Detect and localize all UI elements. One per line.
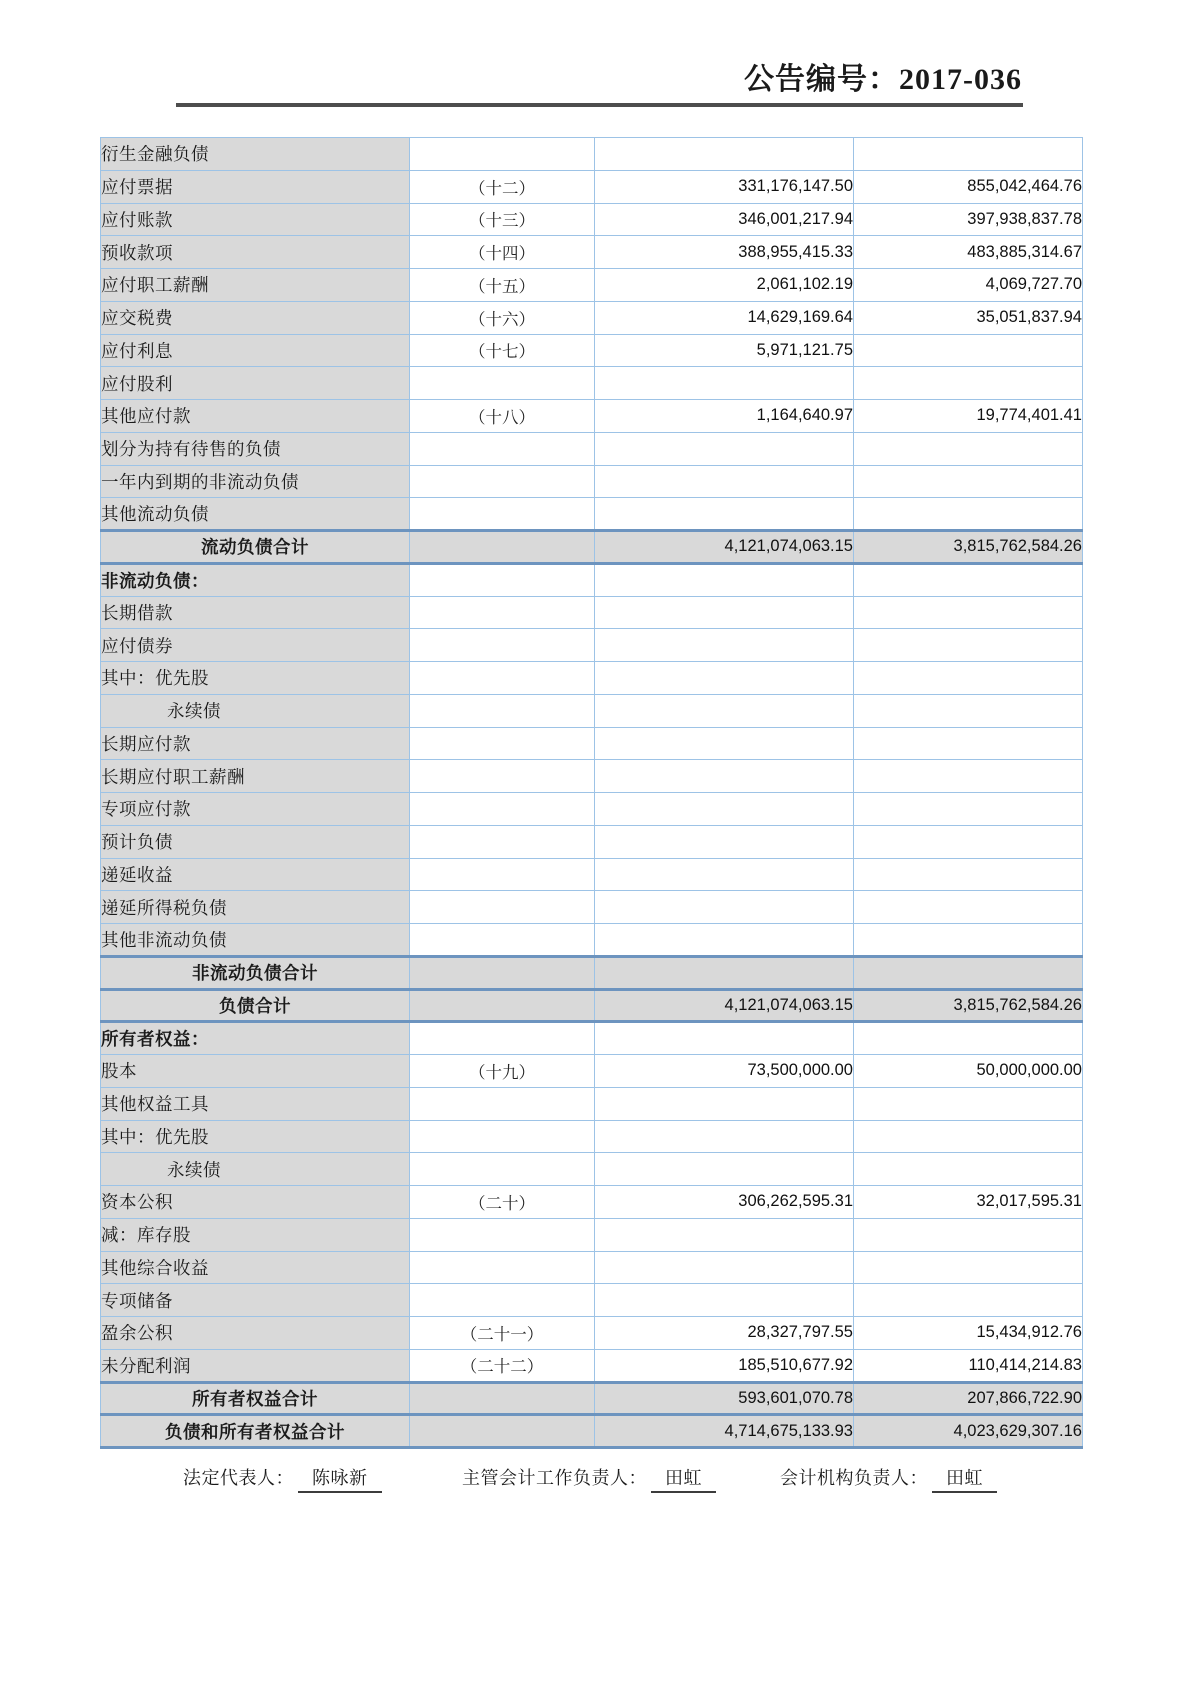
announcement-number: 公告编号：2017-036 (744, 63, 1022, 96)
row-label: 长期应付款 (101, 727, 410, 760)
row-amount-current: 14,629,169.64 (595, 301, 854, 334)
table-row (101, 465, 1083, 498)
table-row (101, 891, 1083, 924)
row-note (410, 1415, 595, 1448)
row-amount-previous (854, 563, 1083, 596)
row-amount-current: 4,121,074,063.15 (595, 531, 854, 564)
row-amount-current (595, 924, 854, 957)
row-amount-previous: 3,815,762,584.26 (854, 989, 1083, 1022)
row-amount-current (595, 1218, 854, 1251)
row-amount-previous: 110,414,214.83 (854, 1349, 1083, 1382)
row-note (410, 498, 595, 531)
row-amount-current (595, 432, 854, 465)
table-row (101, 858, 1083, 891)
row-label: 长期应付职工薪酬 (101, 760, 410, 793)
row-amount-current (595, 727, 854, 760)
row-label: 资本公积 (101, 1186, 410, 1219)
row-amount-previous: 4,023,629,307.16 (854, 1415, 1083, 1448)
row-amount-previous: 35,051,837.94 (854, 301, 1083, 334)
row-amount-previous (854, 432, 1083, 465)
signature-legal-representative (183, 1464, 382, 1493)
row-note (410, 1284, 595, 1317)
signature-row (0, 1464, 1200, 1504)
row-amount-current: 185,510,677.92 (595, 1349, 854, 1382)
row-note (410, 531, 595, 564)
balance-sheet-body (101, 138, 1083, 1448)
table-row (101, 563, 1083, 596)
row-amount-current (595, 891, 854, 924)
row-label: 其他综合收益 (101, 1251, 410, 1284)
row-amount-current (595, 563, 854, 596)
signature-label: 会计机构负责人： (780, 1468, 928, 1488)
table-row (101, 662, 1083, 695)
row-amount-current: 4,121,074,063.15 (595, 989, 854, 1022)
row-amount-previous (854, 465, 1083, 498)
row-amount-previous: 855,042,464.76 (854, 170, 1083, 203)
row-label: 非流动负债合计 (101, 956, 410, 989)
table-row (101, 989, 1083, 1022)
row-amount-current (595, 662, 854, 695)
row-label: 应付票据 (101, 170, 410, 203)
row-amount-current (595, 596, 854, 629)
row-amount-previous: 32,017,595.31 (854, 1186, 1083, 1219)
row-amount-current (595, 760, 854, 793)
row-note: （二十二） (410, 1349, 595, 1382)
row-amount-previous (854, 1087, 1083, 1120)
row-label: 专项应付款 (101, 793, 410, 826)
row-label: 预计负债 (101, 825, 410, 858)
row-label: 应付利息 (101, 334, 410, 367)
table-row (101, 301, 1083, 334)
row-amount-previous: 15,434,912.76 (854, 1317, 1083, 1350)
table-row (101, 269, 1083, 302)
row-note (410, 825, 595, 858)
row-amount-previous (854, 138, 1083, 171)
row-amount-previous (854, 924, 1083, 957)
row-amount-current (595, 1087, 854, 1120)
row-note: （十九） (410, 1055, 595, 1088)
row-label: 其中：优先股 (101, 662, 410, 695)
table-row (101, 432, 1083, 465)
row-label: 非流动负债： (101, 563, 410, 596)
row-label: 应付账款 (101, 203, 410, 236)
row-note (410, 1120, 595, 1153)
row-amount-previous (854, 1251, 1083, 1284)
row-amount-previous (854, 1218, 1083, 1251)
row-amount-current (595, 1153, 854, 1186)
row-amount-previous (854, 1120, 1083, 1153)
row-amount-previous (854, 1153, 1083, 1186)
row-note (410, 760, 595, 793)
row-label: 股本 (101, 1055, 410, 1088)
row-note: （十四） (410, 236, 595, 269)
row-label: 未分配利润 (101, 1349, 410, 1382)
row-amount-previous (854, 334, 1083, 367)
row-label: 一年内到期的非流动负债 (101, 465, 410, 498)
table-row (101, 596, 1083, 629)
row-amount-previous (854, 694, 1083, 727)
row-amount-previous (854, 793, 1083, 826)
row-label: 流动负债合计 (101, 531, 410, 564)
row-note (410, 1218, 595, 1251)
row-note (410, 1251, 595, 1284)
row-amount-previous: 207,866,722.90 (854, 1382, 1083, 1415)
signature-label: 法定代表人： (183, 1468, 294, 1488)
table-row (101, 727, 1083, 760)
row-label: 负债合计 (101, 989, 410, 1022)
row-label: 其中：优先股 (101, 1120, 410, 1153)
table-row (101, 1087, 1083, 1120)
table-row (101, 1120, 1083, 1153)
row-note (410, 138, 595, 171)
row-label: 长期借款 (101, 596, 410, 629)
row-amount-previous (854, 629, 1083, 662)
row-label: 应付股利 (101, 367, 410, 400)
row-note (410, 727, 595, 760)
row-label: 所有者权益： (101, 1022, 410, 1055)
row-amount-current: 388,955,415.33 (595, 236, 854, 269)
row-note (410, 793, 595, 826)
row-label: 应付职工薪酬 (101, 269, 410, 302)
row-amount-current (595, 858, 854, 891)
row-note: （二十） (410, 1186, 595, 1219)
row-label: 应付债券 (101, 629, 410, 662)
table-row (101, 367, 1083, 400)
row-amount-previous (854, 596, 1083, 629)
row-label: 盈余公积 (101, 1317, 410, 1350)
signature-name: 田虹 (651, 1464, 716, 1493)
row-note (410, 891, 595, 924)
row-label: 递延所得税负债 (101, 891, 410, 924)
table-row (101, 793, 1083, 826)
table-row (101, 236, 1083, 269)
row-label: 衍生金融负债 (101, 138, 410, 171)
row-label: 预收款项 (101, 236, 410, 269)
row-amount-previous (854, 956, 1083, 989)
row-amount-previous (854, 1022, 1083, 1055)
row-note: （十三） (410, 203, 595, 236)
row-label: 其他权益工具 (101, 1087, 410, 1120)
row-amount-previous: 19,774,401.41 (854, 400, 1083, 433)
table-row (101, 531, 1083, 564)
row-note (410, 1022, 595, 1055)
row-amount-previous (854, 1284, 1083, 1317)
row-amount-current: 5,971,121.75 (595, 334, 854, 367)
row-note: （十八） (410, 400, 595, 433)
table-row (101, 1317, 1083, 1350)
row-note: （十二） (410, 170, 595, 203)
row-note (410, 694, 595, 727)
row-note (410, 989, 595, 1022)
row-amount-current (595, 793, 854, 826)
signature-chief-accountant (462, 1464, 716, 1493)
table-row (101, 1055, 1083, 1088)
table-row (101, 334, 1083, 367)
row-amount-current: 331,176,147.50 (595, 170, 854, 203)
row-label: 负债和所有者权益合计 (101, 1415, 410, 1448)
row-amount-current: 346,001,217.94 (595, 203, 854, 236)
signature-accounting-department-head (780, 1464, 997, 1493)
row-note (410, 432, 595, 465)
balance-sheet-table (100, 137, 1083, 1449)
row-amount-previous (854, 727, 1083, 760)
table-row (101, 1251, 1083, 1284)
row-note (410, 629, 595, 662)
row-label: 递延收益 (101, 858, 410, 891)
row-note (410, 956, 595, 989)
row-amount-current (595, 498, 854, 531)
row-label: 划分为持有待售的负债 (101, 432, 410, 465)
table-row (101, 1382, 1083, 1415)
table-row (101, 694, 1083, 727)
row-note (410, 858, 595, 891)
row-amount-current (595, 465, 854, 498)
row-amount-previous: 3,815,762,584.26 (854, 531, 1083, 564)
row-amount-previous (854, 825, 1083, 858)
row-amount-current: 4,714,675,133.93 (595, 1415, 854, 1448)
row-label: 减：库存股 (101, 1218, 410, 1251)
row-label: 永续债 (101, 1153, 410, 1186)
row-amount-current: 306,262,595.31 (595, 1186, 854, 1219)
row-amount-current (595, 629, 854, 662)
row-amount-previous (854, 891, 1083, 924)
table-row (101, 760, 1083, 793)
table-row (101, 629, 1083, 662)
row-note (410, 662, 595, 695)
table-row (101, 498, 1083, 531)
row-note: （二十一） (410, 1317, 595, 1350)
row-amount-previous (854, 662, 1083, 695)
row-amount-previous: 483,885,314.67 (854, 236, 1083, 269)
table-row (101, 924, 1083, 957)
table-row (101, 1349, 1083, 1382)
row-amount-current (595, 694, 854, 727)
row-amount-current (595, 1251, 854, 1284)
table-row (101, 400, 1083, 433)
table-row (101, 1022, 1083, 1055)
row-note: （十七） (410, 334, 595, 367)
row-label: 其他流动负债 (101, 498, 410, 531)
row-note: （十六） (410, 301, 595, 334)
table-row (101, 1153, 1083, 1186)
row-label: 其他应付款 (101, 400, 410, 433)
row-label: 永续债 (101, 694, 410, 727)
row-amount-current (595, 1120, 854, 1153)
table-row (101, 1284, 1083, 1317)
header-rule (176, 103, 1023, 107)
signature-label: 主管会计工作负责人： (462, 1468, 647, 1488)
row-note (410, 596, 595, 629)
table-row (101, 956, 1083, 989)
row-amount-current: 28,327,797.55 (595, 1317, 854, 1350)
table-row (101, 138, 1083, 171)
row-amount-previous: 4,069,727.70 (854, 269, 1083, 302)
row-amount-previous (854, 498, 1083, 531)
row-amount-current (595, 138, 854, 171)
row-amount-current: 2,061,102.19 (595, 269, 854, 302)
row-amount-previous: 397,938,837.78 (854, 203, 1083, 236)
row-amount-current (595, 956, 854, 989)
row-amount-current: 73,500,000.00 (595, 1055, 854, 1088)
table-row (101, 170, 1083, 203)
row-amount-previous (854, 858, 1083, 891)
table-row (101, 203, 1083, 236)
row-amount-current (595, 1022, 854, 1055)
row-note: （十五） (410, 269, 595, 302)
row-amount-current (595, 825, 854, 858)
row-amount-current: 1,164,640.97 (595, 400, 854, 433)
row-note (410, 1087, 595, 1120)
row-amount-previous (854, 760, 1083, 793)
row-label: 所有者权益合计 (101, 1382, 410, 1415)
row-amount-previous (854, 367, 1083, 400)
signature-name: 田虹 (932, 1464, 997, 1493)
table-row (101, 1415, 1083, 1448)
row-note (410, 1382, 595, 1415)
row-note (410, 563, 595, 596)
row-amount-current (595, 1284, 854, 1317)
table-row (101, 1186, 1083, 1219)
signature-name: 陈咏新 (298, 1464, 382, 1493)
row-note (410, 367, 595, 400)
row-label: 其他非流动负债 (101, 924, 410, 957)
row-note (410, 465, 595, 498)
row-amount-current: 593,601,070.78 (595, 1382, 854, 1415)
row-label: 应交税费 (101, 301, 410, 334)
row-note (410, 924, 595, 957)
row-amount-current (595, 367, 854, 400)
row-note (410, 1153, 595, 1186)
row-label: 专项储备 (101, 1284, 410, 1317)
row-amount-previous: 50,000,000.00 (854, 1055, 1083, 1088)
table-row (101, 1218, 1083, 1251)
table-row (101, 825, 1083, 858)
